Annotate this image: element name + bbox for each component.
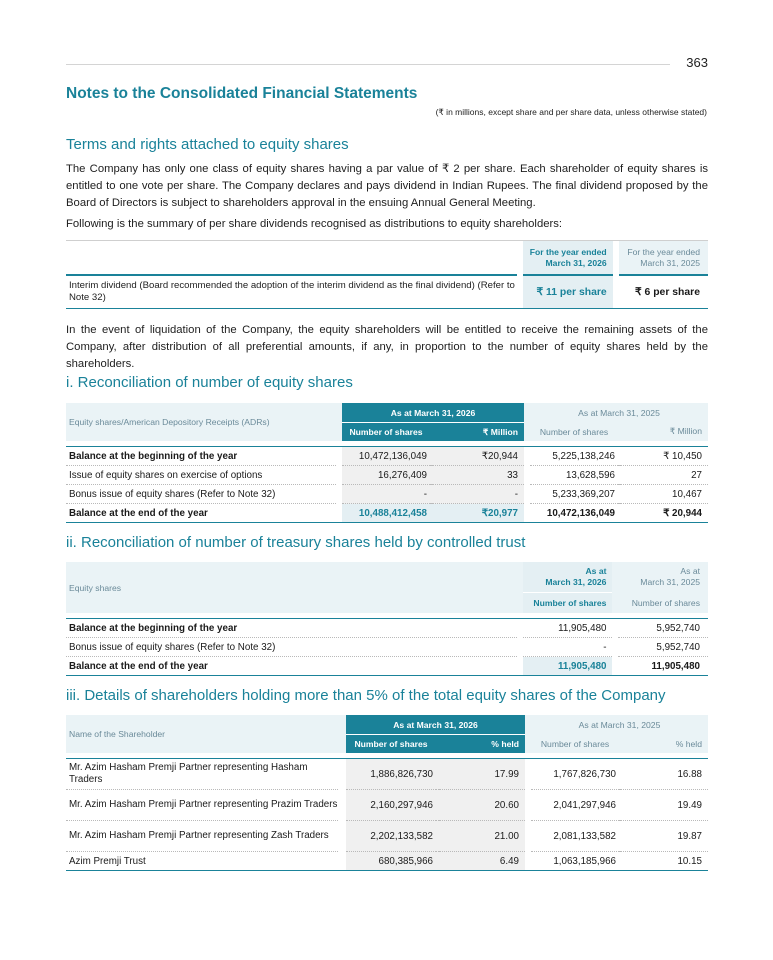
table-row <box>66 790 708 821</box>
holders-group-current: As at March 31, 2026 <box>346 715 525 734</box>
treasury-col-previous <box>618 562 708 592</box>
equity-reconciliation-table <box>66 403 708 523</box>
cell-previous-shares: 1,767,826,730 <box>531 759 619 790</box>
cell-current-shares: 2,160,297,946 <box>346 790 436 821</box>
table-row <box>66 852 708 871</box>
cell-current-pct: 6.49 <box>439 852 525 871</box>
equity-sub-million-current: ₹ Million <box>432 422 524 441</box>
cell-current-shares: 16,276,409 <box>342 466 430 485</box>
major-shareholders-table <box>66 715 708 871</box>
cell-current-million: - <box>432 485 524 504</box>
cell-current-shares: 10,472,136,049 <box>342 447 430 466</box>
table-row <box>66 821 708 852</box>
dividend-col-previous: For the year ended March 31, 2025 <box>619 241 708 276</box>
treasury-col-current <box>523 562 613 592</box>
document-title: Notes to the Consolidated Financial Statements <box>66 85 418 102</box>
cell-current: 11,905,480 <box>523 657 613 676</box>
terms-paragraph: The Company has only one class of equity shares having a par value of ₹ 2 per share. Each shareholder of equity shares is entitled to one vote per share. The Company declares and pays dividend in Indian Rupees. The final dividend proposed by the Board of Directors is subject to shareholders approval in the ensuing Annual General Meeting. <box>66 163 708 209</box>
row-label: Balance at the beginning of the year <box>66 619 517 638</box>
cell-previous-million: 10,467 <box>620 485 708 504</box>
cell-previous-shares: 2,041,297,946 <box>531 790 619 821</box>
treasury-label-header: Equity shares <box>66 562 517 613</box>
cell-current-million: ₹20,977 <box>432 504 524 523</box>
row-label: Mr. Azim Hasham Premji Partner representing Hasham Traders <box>66 759 338 790</box>
table-row <box>66 447 708 466</box>
cell-current-shares: - <box>342 485 430 504</box>
table-row <box>66 619 708 638</box>
row-label: Balance at the beginning of the year <box>66 447 336 466</box>
section-heading-treasury-shares: ii. Reconciliation of number of treasury shares held by controlled trust <box>66 534 526 551</box>
treasury-col-current-line1: As at <box>585 566 607 576</box>
page-number: 363 <box>686 55 708 70</box>
treasury-col-current-line2: March 31, 2026 <box>545 577 607 587</box>
holders-label-header: Name of the Shareholder <box>66 715 338 753</box>
header-rule <box>66 64 670 65</box>
cell-current-pct: 21.00 <box>439 821 525 852</box>
cell-previous-pct: 19.49 <box>621 790 708 821</box>
cell-previous-shares: 10,472,136,049 <box>530 504 618 523</box>
dividend-current-value: ₹ 11 per share <box>523 276 612 309</box>
row-label: Balance at the end of the year <box>66 657 517 676</box>
treasury-col-previous-line2: March 31, 2025 <box>640 577 700 587</box>
cell-current-shares: 2,202,133,582 <box>346 821 436 852</box>
table-row <box>66 638 708 657</box>
equity-label-header: Equity shares/American Depository Receipts (ADRs) <box>66 403 336 441</box>
cell-previous-pct: 19.87 <box>621 821 708 852</box>
dividend-col-current: For the year ended March 31, 2026 <box>523 241 612 276</box>
holders-sub-shares-previous: Number of shares <box>531 734 619 753</box>
cell-previous-shares: 5,233,369,207 <box>530 485 618 504</box>
cell-current: 11,905,480 <box>523 619 613 638</box>
cell-previous-million: ₹ 20,944 <box>620 504 708 523</box>
equity-sub-million-previous: ₹ Million <box>620 422 708 441</box>
treasury-sub-current: Number of shares <box>523 592 613 613</box>
cell-previous-million: ₹ 10,450 <box>620 447 708 466</box>
units-note: (₹ in millions, except share and per share data, unless otherwise stated) <box>435 107 707 117</box>
section-heading-terms: Terms and rights attached to equity shares <box>66 136 349 153</box>
holders-group-previous: As at March 31, 2025 <box>531 715 708 734</box>
cell-previous-pct: 16.88 <box>621 759 708 790</box>
cell-previous: 11,905,480 <box>618 657 708 676</box>
cell-previous-shares: 2,081,133,582 <box>531 821 619 852</box>
cell-current: - <box>523 638 613 657</box>
holders-sub-shares-current: Number of shares <box>346 734 436 753</box>
row-label: Balance at the end of the year <box>66 504 336 523</box>
treasury-sub-previous: Number of shares <box>618 592 708 613</box>
liquidation-paragraph: In the event of liquidation of the Company, the equity shareholders will be entitled to receive the remaining assets of the Company, after distribution of all preferential amounts, if any, in proportion to the number of equity shares held by the shareholders. <box>66 324 708 370</box>
dividend-row-label: Interim dividend (Board recommended the adoption of the interim dividend as the final dividend) (Refer to Note 32) <box>66 276 517 309</box>
row-label: Bonus issue of equity shares (Refer to Note 32) <box>66 485 336 504</box>
cell-current-million: ₹20,944 <box>432 447 524 466</box>
row-label: Mr. Azim Hasham Premji Partner representing Prazim Traders <box>66 790 338 821</box>
holders-sub-pct-current: % held <box>439 734 525 753</box>
cell-previous-shares: 13,628,596 <box>530 466 618 485</box>
row-label: Issue of equity shares on exercise of options <box>66 466 336 485</box>
holders-sub-pct-previous: % held <box>621 734 708 753</box>
equity-sub-shares-current: Number of shares <box>342 422 430 441</box>
row-label: Bonus issue of equity shares (Refer to Note 32) <box>66 638 517 657</box>
dividend-label-header <box>66 241 517 276</box>
cell-current-shares: 680,385,966 <box>346 852 436 871</box>
cell-previous-pct: 10.15 <box>621 852 708 871</box>
cell-previous-million: 27 <box>620 466 708 485</box>
treasury-col-previous-line1: As at <box>680 566 700 576</box>
table-row <box>66 759 708 790</box>
cell-previous-shares: 5,225,138,246 <box>530 447 618 466</box>
table-row <box>66 485 708 504</box>
cell-current-million: 33 <box>432 466 524 485</box>
table-row <box>66 466 708 485</box>
cell-current-shares: 10,488,412,458 <box>342 504 430 523</box>
cell-current-shares: 1,886,826,730 <box>346 759 436 790</box>
equity-group-previous: As at March 31, 2025 <box>530 403 708 422</box>
treasury-shares-table <box>66 562 708 676</box>
table-row-total <box>66 504 708 523</box>
row-label: Mr. Azim Hasham Premji Partner representing Zash Traders <box>66 821 338 852</box>
cell-previous: 5,952,740 <box>618 619 708 638</box>
dividend-intro-paragraph: Following is the summary of per share dividends recognised as distributions to equity shareholders: <box>66 218 563 230</box>
cell-current-pct: 20.60 <box>439 790 525 821</box>
cell-current-pct: 17.99 <box>439 759 525 790</box>
cell-previous: 5,952,740 <box>618 638 708 657</box>
equity-sub-shares-previous: Number of shares <box>530 422 618 441</box>
table-row-total <box>66 657 708 676</box>
cell-previous-shares: 1,063,185,966 <box>531 852 619 871</box>
dividend-table <box>66 240 708 309</box>
row-label: Azim Premji Trust <box>66 852 338 871</box>
section-heading-major-shareholders: iii. Details of shareholders holding more than 5% of the total equity shares of the Company <box>66 687 666 704</box>
equity-group-current: As at March 31, 2026 <box>342 403 524 422</box>
section-heading-reconciliation-equity: i. Reconciliation of number of equity shares <box>66 374 353 391</box>
dividend-previous-value: ₹ 6 per share <box>619 276 708 309</box>
